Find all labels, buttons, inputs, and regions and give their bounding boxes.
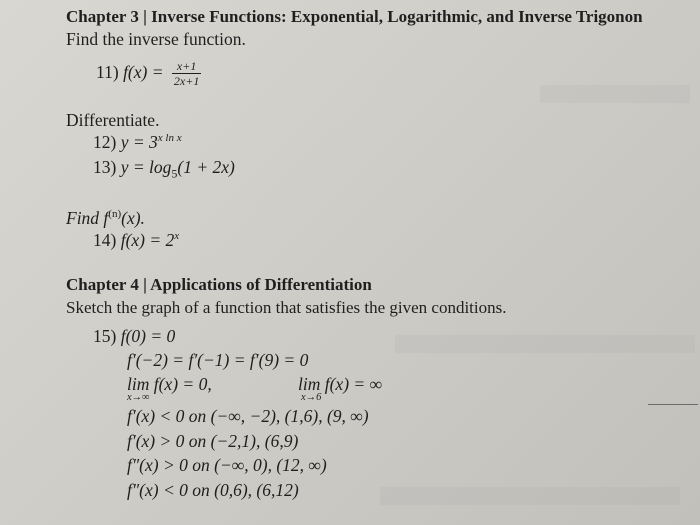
problem-14-exponent: x (174, 230, 180, 243)
inverse-prompt: Find the inverse function. (66, 29, 246, 49)
condition-2: f′(−2) = f′(−1) = f′(9) = 0 (127, 350, 309, 370)
problem-12 (93, 132, 182, 152)
problem-11-denominator: 2x+1 (173, 74, 200, 88)
condition-3b-limit: x→6 (301, 392, 322, 403)
problem-11-numerator: x+1 (172, 60, 201, 74)
problem-12-expression: y = 3 (120, 132, 158, 152)
nth-prompt-sup: (n) (108, 208, 122, 221)
margin-rule-line (648, 404, 698, 405)
condition-6: f″(x) > 0 on (−∞, 0), (12, ∞) (127, 455, 327, 475)
condition-3b: lim f(x) = ∞ (298, 374, 383, 394)
condition-3a-limit: x→∞ (127, 392, 150, 403)
problem-13 (93, 157, 235, 181)
problem-14-label: 14) (93, 230, 117, 250)
problem-13-pre: y = log (120, 157, 172, 177)
problem-14 (93, 230, 179, 250)
problem-13-base: 5 (171, 166, 178, 181)
bleed-through-shading (380, 487, 680, 505)
bleed-through-shading (540, 85, 690, 103)
nth-prompt-post: (x). (121, 208, 145, 228)
problem-13-post: (1 + 2x) (177, 157, 235, 177)
problem-11-label: 11) (96, 62, 119, 83)
sketch-prompt: Sketch the graph of a function that satisfies the given conditions. (66, 298, 507, 317)
bleed-through-shading (395, 335, 695, 353)
problem-12-label: 12) (93, 132, 117, 152)
problem-11-lhs: f(x) = (123, 62, 164, 83)
problem-15 (93, 326, 175, 346)
problem-11-fraction (172, 60, 201, 88)
chapter3-heading: Chapter 3 | Inverse Functions: Exponential, Logarithmic, and Inverse Trigonon (66, 7, 643, 26)
condition-1: f(0) = 0 (120, 326, 176, 346)
problem-14-expression: f(x) = 2 (120, 230, 175, 250)
condition-3a: lim f(x) = 0, (127, 374, 212, 394)
nth-prompt-pre: Find f (66, 208, 109, 228)
problem-11 (96, 60, 201, 88)
problem-12-exponent: x ln x (157, 132, 182, 145)
problem-15-label: 15) (93, 326, 117, 346)
condition-5: f′(x) > 0 on (−2,1), (6,9) (127, 431, 299, 451)
nth-derivative-prompt (66, 208, 145, 228)
chapter4-heading: Chapter 4 | Applications of Differentiation (66, 275, 372, 294)
problem-13-label: 13) (93, 157, 117, 177)
condition-7: f″(x) < 0 on (0,6), (6,12) (127, 480, 299, 500)
differentiate-prompt: Differentiate. (66, 110, 160, 130)
condition-4: f′(x) < 0 on (−∞, −2), (1,6), (9, ∞) (127, 406, 369, 426)
